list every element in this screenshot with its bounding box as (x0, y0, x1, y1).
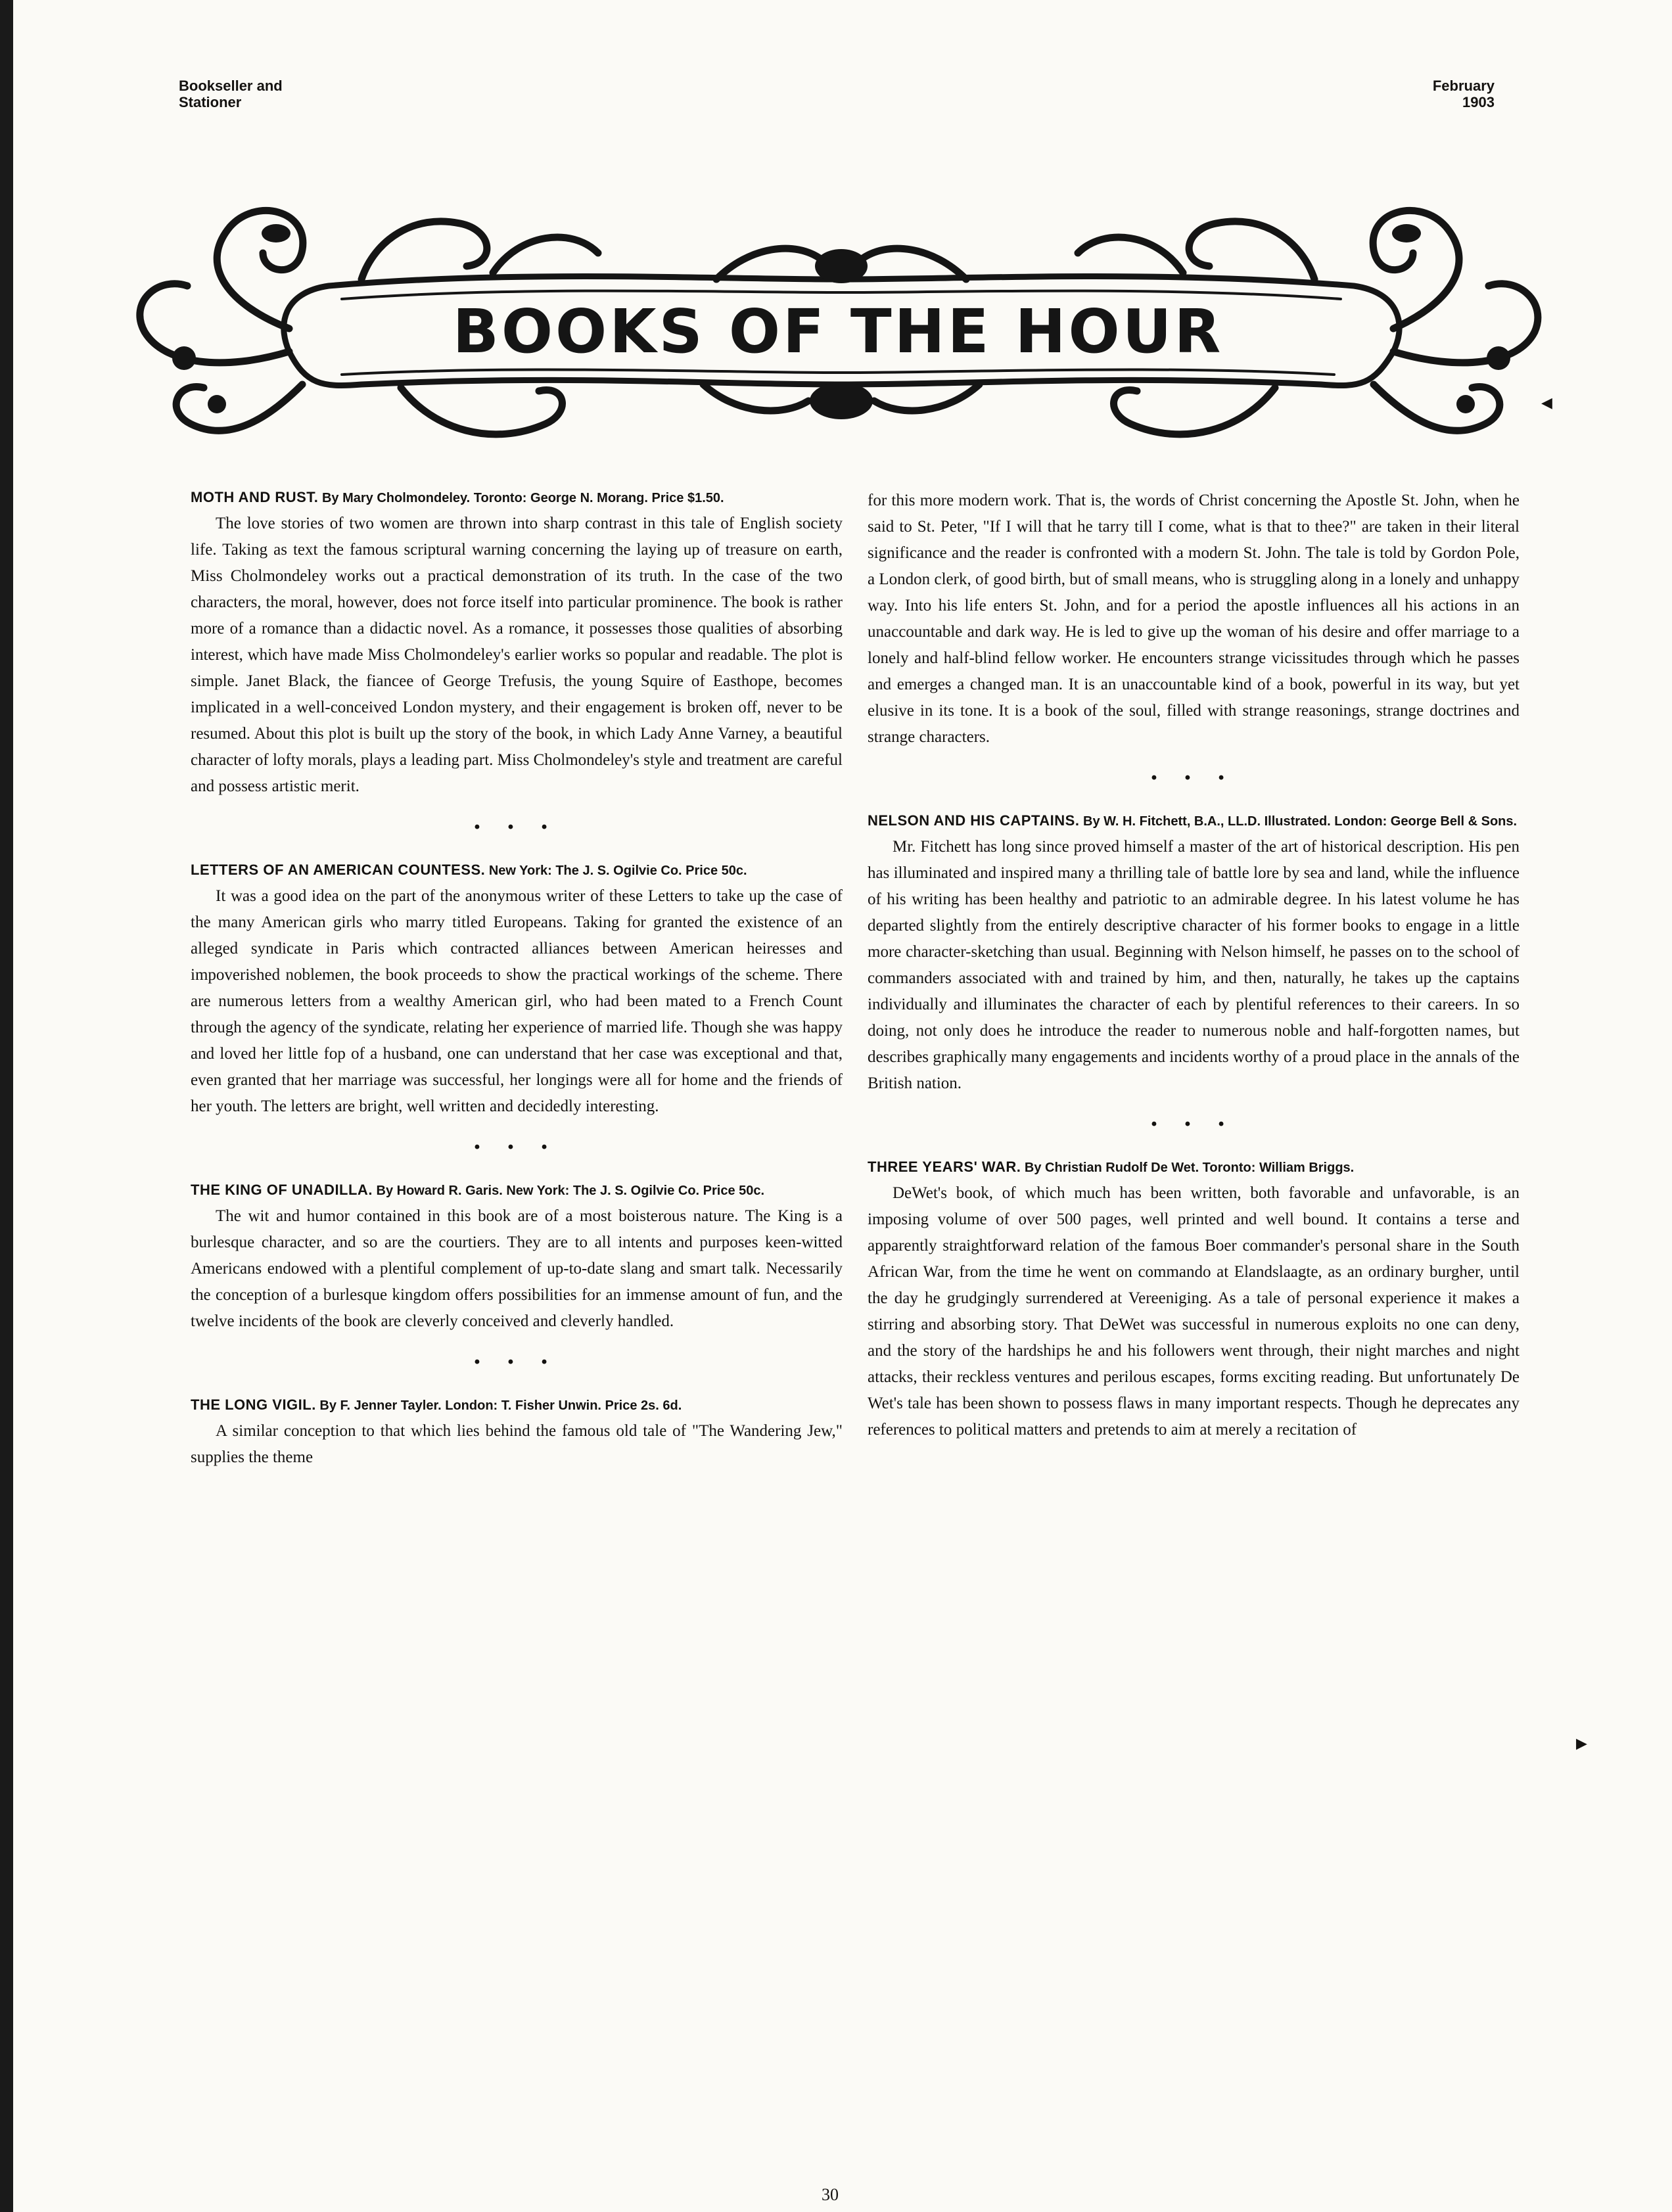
page-number: 30 (822, 2185, 839, 2204)
banner-title: BOOKS OF THE HOUR (452, 296, 1224, 367)
review-title: THREE YEARS' WAR. (868, 1159, 1021, 1175)
review-meta: By Christian Rudolf De Wet. Toronto: William Briggs. (1024, 1161, 1355, 1175)
scan-speck: ▶ (1576, 1735, 1587, 1751)
section-separator: • • • (1151, 1115, 1236, 1133)
section-separator: • • • (474, 818, 559, 836)
review-the-king-of-unadilla (191, 1180, 843, 1335)
review-the-long-vigil (191, 1395, 843, 1471)
left-column (191, 488, 843, 1471)
ornamental-banner (125, 187, 1551, 463)
section-separator: • • • (474, 1353, 559, 1371)
review-title: LETTERS OF AN AMERICAN COUNTESS. (191, 862, 486, 878)
review-title: MOTH AND RUST. (191, 489, 319, 505)
review-title: NELSON AND HIS CAPTAINS. (868, 812, 1080, 829)
review-heading (868, 1157, 1520, 1178)
running-header-left (179, 78, 283, 110)
review-heading (191, 488, 843, 508)
review-moth-and-rust (191, 488, 843, 800)
right-column (868, 488, 1520, 1443)
review-body-continued: for this more modern work. That is, the words of Christ concerning the Apostle St. John, when he said to St. Peter, "If I will that he tarry till I come, what is that to thee?" are taken in their literal significance and the reader is confronted with a modern St. John. The tale is told by Gordon Pole, a London clerk, of good birth, but of small means, who is struggling along in a lonely and unhappy way. Into his life enters St. John, and for a period the apostle influences all his actions in an unaccountable and dark way. He is led to give up the woman of his desire and offer marriage to a lonely and half-blind fellow worker. He encounters strange vicissitudes through which he passes and emerges a changed man. It is an unaccountable kind of a book, powerful in its way, but yet elusive in its tone. It is a book of the soul, filled with strange reasonings, strange doctrines and strange characters. (868, 492, 1520, 746)
header-month: February (1432, 78, 1495, 94)
review-three-years-war (868, 1157, 1520, 1443)
review-heading (868, 811, 1520, 831)
review-body: It was a good idea on the part of the anonymous writer of these Letters to take up the case of the many American girls who marry titled Europeans. Taking for granted the existence of an alleged syndicate in Paris which contracted alliances between American heiresses and impoverished noblemen, the book proceeds to show the practical workings of the scheme. There are numerous letters from a wealthy American girl, who had been mated to a French Count through the agency of the syndicate, relating her experience of married life. Though she was happy and loved her little fop of a husband, one can understand that her case was exceptional and that, even granted that her marriage was successful, her longings were all for home and the friends of her youth. The letters are bright, well written and decidedly interesting. (191, 887, 843, 1115)
review-meta: By F. Jenner Tayler. London: T. Fisher Unwin. Price 2s. 6d. (319, 1398, 682, 1413)
review-heading (191, 860, 843, 881)
review-meta: By Howard R. Garis. New York: The J. S. Ogilvie Co. Price 50c. (376, 1184, 765, 1198)
review-body: A similar conception to that which lies behind the famous old tale of "The Wandering Jew," supplies the theme (191, 1422, 843, 1466)
review-title: THE LONG VIGIL. (191, 1396, 316, 1413)
page-edge-shadow (0, 0, 13, 2212)
scan-speck: ◀ (1541, 394, 1552, 411)
review-body: Mr. Fitchett has long since proved himself a master of the art of historical description. His pen has illuminated and inspired many a thrilling tale of battle lore by sea and land, while the influence of his writing has been healthy and patriotic to an admirable degree. In his latest volume he has departed slightly from the entirely descriptive character of his former books to engage in a little more character-sketching than usual. Beginning with Nelson himself, he passes on to the school of commanders associated with and trained by him, and then, naturally, he takes up the captains individually and illuminates the character of each by plentiful references to their careers. In so doing, not only does he introduce the reader to numerous noble and half-forgotten names, but describes graphically many engagements and incidents worthy of a proud place in the annals of the British nation. (868, 838, 1520, 1092)
review-heading (191, 1180, 843, 1201)
review-letters-of-an-american-countess (191, 860, 843, 1120)
review-meta: By Mary Cholmondeley. Toronto: George N. Morang. Price $1.50. (321, 491, 724, 505)
review-heading (191, 1395, 843, 1416)
review-body: The love stories of two women are thrown into sharp contrast in this tale of English society life. Taking as text the famous scriptural warning concerning the laying up of treasure on earth, Miss Cholmondeley works out a practical demonstration of its truth. In the case of the two characters, the moral, however, does not force itself into particular prominence. The book is rather more of a romance than a didactic novel. As a romance, it possesses those qualities of absorbing interest, which have made Miss Cholmondeley's earlier works so popular and readable. The plot is simple. Janet Black, the fiancee of George Trefusis, the young Squire of Easthope, becomes implicated in a well-conceived London mystery, and their engagement is broken off, never to be resumed. About this plot is built up the story of the book, in which Lady Anne Varney, a beautiful character of lofty morals, plays a leading part. Miss Cholmondeley's style and treatment are careful and possess artistic merit. (191, 515, 843, 795)
header-year: 1903 (1462, 94, 1495, 110)
review-body: The wit and humor contained in this book are of a most boisterous nature. The King is a burlesque character, and so are the courtiers. They are to all intents and purposes keen-witted Americans endowed with a plentiful complement of up-to-date slang and smart talk. Necessarily the conception of a burlesque kingdom offers possibilities for an immense amount of fun, and the twelve incidents of the book are cleverly conceived and cleverly handled. (191, 1207, 843, 1330)
section-separator: • • • (474, 1138, 559, 1156)
review-meta: New York: The J. S. Ogilvie Co. Price 50c. (488, 864, 747, 878)
review-meta: By W. H. Fitchett, B.A., LL.D. Illustrated. London: George Bell & Sons. (1083, 814, 1518, 829)
header-line: Stationer (179, 94, 242, 110)
section-separator: • • • (1151, 769, 1236, 787)
review-title: THE KING OF UNADILLA. (191, 1182, 373, 1198)
review-body: DeWet's book, of which much has been written, both favorable and unfavorable, is an imposing volume of over 500 pages, well printed and well bound. It contains a terse and apparently straightforward relation of the famous Boer commander's personal share in the South African War, from the time he went on commando at Elandslaagte, as an ordinary burgher, until the day he grudgingly surrendered at Vereeniging. As a tale of personal experience it makes a stirring and absorbing story. That DeWet was successful in numerous exploits no one can deny, and the story of the hardships he and his followers went through, their night marches and night attacks, their reckless ventures and perilous escapes, forms exciting reading. But unfortunately De Wet's tale has been shown to possess flaws in many important respects. Though he deprecates any references to political matters and pretends to aim at merely a recitation of (868, 1184, 1520, 1439)
header-line: Bookseller and (179, 78, 283, 94)
running-header-right (1433, 78, 1495, 110)
review-nelson-and-his-captains (868, 811, 1520, 1097)
